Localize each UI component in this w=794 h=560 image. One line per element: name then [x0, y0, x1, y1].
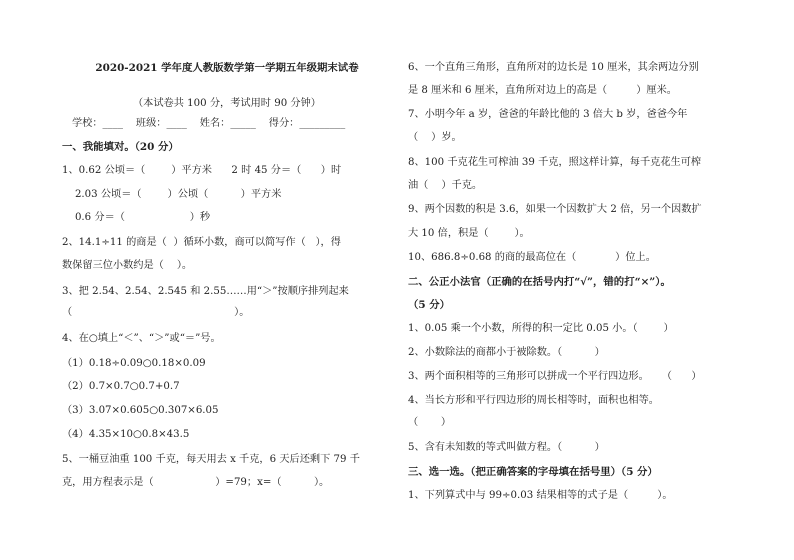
- question-line: 5、含有未知数的等式叫做方程。（ ）: [408, 442, 605, 453]
- question-line: 是 8 厘米和 6 厘米，直角所对边上的高是（ ）厘米。: [408, 85, 677, 96]
- section-2-heading: 二、公正小法官（正确的在括号内打“√”，错的打“×”）。: [408, 276, 671, 288]
- question-line: 5、一桶豆油重 100 千克，每天用去 x 千克，6 天后还剩下 79 千: [62, 454, 360, 465]
- question-line: 0.6 分＝（ ）秒: [62, 212, 211, 223]
- exam-subtitle: （本试卷共 100 分，考试用时 90 分钟）: [133, 98, 321, 109]
- right-column: [408, 0, 738, 560]
- question-line: 2、小数除法的商都小于被除数。（ ）: [408, 347, 605, 358]
- question-line: 数保留三位小数约是（ ）。: [62, 260, 193, 271]
- section-3-heading: 三、选一选。（把正确答案的字母填在括号里）（5 分）: [408, 466, 658, 478]
- question-line: 10、686.8÷0.68 的商的最高位在（ ）位上。: [408, 252, 656, 263]
- left-column: [62, 0, 392, 560]
- question-line: 3、把 2.54、2.54、2.545 和 2.55……用“＞”按顺序排列起来: [62, 286, 349, 297]
- question-line: 克，用方程表示是（ ）=79；x=（ ）。: [62, 477, 330, 488]
- question-line: 2、14.1÷11 的商是（ ）循环小数，商可以简写作（ ），得: [62, 237, 341, 248]
- exam-title: 2020-2021 学年度人教版数学第一学期五年级期末试卷: [95, 62, 359, 74]
- question-line: 4、当长方形和平行四边形的周长相等时，面积也相等。: [408, 395, 659, 406]
- question-line: 4、在○填上“＜”、“＞”或“＝”号。: [62, 333, 221, 344]
- question-line: 7、小明今年 a 岁，爸爸的年龄比他的 3 倍大 b 岁，爸爸今年: [408, 109, 688, 120]
- section-2-score: （5 分）: [408, 299, 451, 311]
- question-line: 2.03 公顷＝（ ）公顷（ ）平方米: [62, 189, 282, 200]
- question-line: 3、两个面积相等的三角形可以拼成一个平行四边形。 （ ）: [408, 371, 702, 382]
- question-line: 6、一个直角三角形，直角所对的边长是 10 厘米，其余两边分别: [408, 62, 699, 73]
- question-line: 油（ ）千克。: [408, 180, 483, 191]
- question-line: （ ）。: [62, 307, 250, 318]
- student-info-line: 学校：____ 班级：____ 姓名：_____ 得分：_________: [72, 118, 346, 129]
- question-line: （4）4.35×10○0.8×43.5: [62, 429, 190, 440]
- question-line: （ ）: [408, 417, 452, 428]
- question-line: （1）0.18÷0.09○0.18×0.09: [62, 358, 206, 369]
- question-line: （3）3.07×0.605○0.307×6.05: [62, 405, 219, 416]
- question-line: 8、100 千克花生可榨油 39 千克，照这样计算，每千克花生可榨: [408, 157, 702, 168]
- question-line: 9、两个因数的积是 3.6，如果一个因数扩大 2 倍，另一个因数扩: [408, 204, 702, 215]
- section-1-heading: 一、我能填对。（20 分）: [62, 141, 179, 153]
- question-line: 1、0.05 乘一个小数，所得的积一定比 0.05 小。（ ）: [408, 323, 674, 334]
- question-line: 1、下列算式中与 99÷0.03 结果相等的式子是（ ）。: [408, 490, 673, 501]
- question-line: 大 10 倍，积是（ ）。: [408, 228, 530, 239]
- question-line: （ ）岁。: [408, 132, 462, 143]
- question-line: 1、0.62 公顷＝（ ）平方米 2 时 45 分＝（ ）时: [62, 165, 342, 176]
- question-line: （2）0.7×0.7○0.7+0.7: [62, 381, 180, 392]
